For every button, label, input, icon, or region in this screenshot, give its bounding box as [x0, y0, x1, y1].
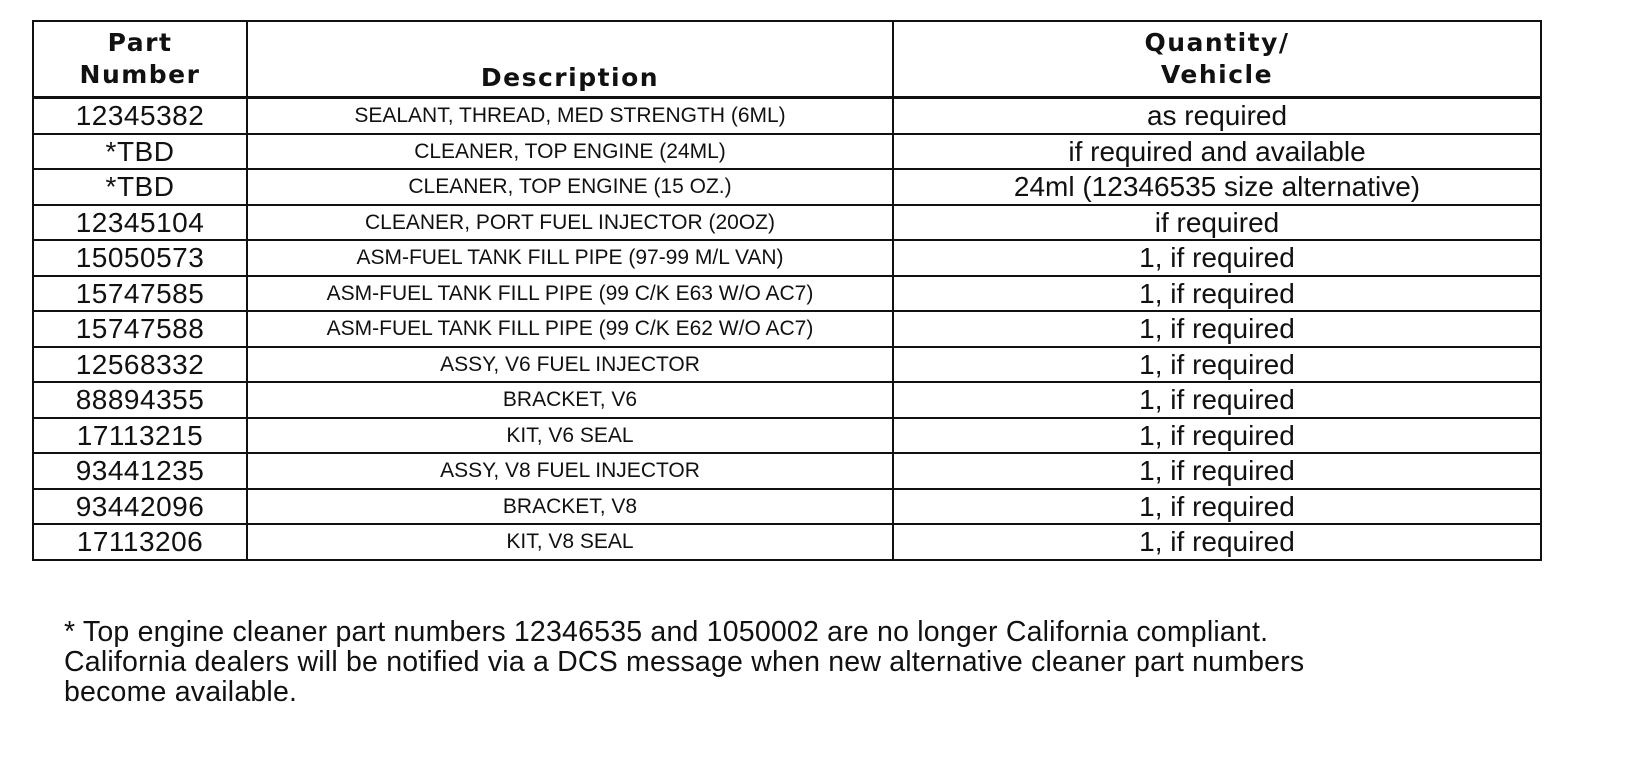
- table-row: [33, 240, 1541, 276]
- part-number-cell: 12345382: [33, 98, 247, 134]
- part-number-cell: 17113215: [33, 418, 247, 454]
- table-row: [33, 98, 1541, 134]
- description-cell: KIT, V8 SEAL: [247, 524, 893, 560]
- quantity-cell: as required: [893, 98, 1541, 134]
- quantity-cell: 1, if required: [893, 453, 1541, 489]
- quantity-cell: 24ml (12346535 size alternative): [893, 169, 1541, 205]
- part-number-cell: 12568332: [33, 347, 247, 383]
- parts-table: [32, 20, 1542, 561]
- header-description-label: Description: [480, 63, 660, 92]
- quantity-cell: 1, if required: [893, 489, 1541, 525]
- description-cell: CLEANER, TOP ENGINE (24ML): [247, 134, 893, 170]
- table-row: [33, 524, 1541, 560]
- quantity-cell: 1, if required: [893, 382, 1541, 418]
- header-quantity: [893, 21, 1541, 98]
- table-row: [33, 418, 1541, 454]
- part-number-cell: *TBD: [33, 134, 247, 170]
- quantity-cell: if required: [893, 205, 1541, 241]
- part-number-cell: 93441235: [33, 453, 247, 489]
- part-number-cell: 93442096: [33, 489, 247, 525]
- quantity-cell: 1, if required: [893, 347, 1541, 383]
- header-row: [33, 21, 1541, 98]
- quantity-cell: 1, if required: [893, 524, 1541, 560]
- description-cell: ASSY, V8 FUEL INJECTOR: [247, 453, 893, 489]
- description-cell: ASSY, V6 FUEL INJECTOR: [247, 347, 893, 383]
- header-description: [247, 21, 893, 98]
- table-row: [33, 169, 1541, 205]
- description-cell: CLEANER, PORT FUEL INJECTOR (20OZ): [247, 205, 893, 241]
- quantity-cell: 1, if required: [893, 240, 1541, 276]
- description-cell: ASM-FUEL TANK FILL PIPE (97-99 M/L VAN): [247, 240, 893, 276]
- table-body: [33, 98, 1541, 560]
- header-part-number-line-2: Number: [79, 60, 201, 89]
- table-row: [33, 311, 1541, 347]
- part-number-cell: 12345104: [33, 205, 247, 241]
- footnote-line: become available.: [64, 676, 298, 708]
- description-cell: CLEANER, TOP ENGINE (15 OZ.): [247, 169, 893, 205]
- part-number-cell: *TBD: [33, 169, 247, 205]
- description-cell: BRACKET, V8: [247, 489, 893, 525]
- table-row: [33, 453, 1541, 489]
- header-quantity-line-1: Quantity/: [1144, 28, 1290, 57]
- quantity-cell: 1, if required: [893, 311, 1541, 347]
- table-row: [33, 205, 1541, 241]
- table-row: [33, 347, 1541, 383]
- table-row: [33, 134, 1541, 170]
- table-header: [33, 21, 1541, 98]
- description-cell: BRACKET, V6: [247, 382, 893, 418]
- footnote-line: * Top engine cleaner part numbers 12346535 and 1050002 are no longer California compliant.: [64, 616, 1269, 648]
- quantity-cell: if required and available: [893, 134, 1541, 170]
- part-number-cell: 15747588: [33, 311, 247, 347]
- header-quantity-line-2: Vehicle: [1160, 60, 1274, 89]
- description-cell: ASM-FUEL TANK FILL PIPE (99 C/K E62 W/O AC7): [247, 311, 893, 347]
- quantity-cell: 1, if required: [893, 418, 1541, 454]
- quantity-cell: 1, if required: [893, 276, 1541, 312]
- description-cell: ASM-FUEL TANK FILL PIPE (99 C/K E63 W/O AC7): [247, 276, 893, 312]
- description-cell: SEALANT, THREAD, MED STRENGTH (6ML): [247, 98, 893, 134]
- footnote: [64, 617, 1544, 707]
- part-number-cell: 88894355: [33, 382, 247, 418]
- header-part-number: [33, 21, 247, 98]
- table-row: [33, 489, 1541, 525]
- part-number-cell: 15050573: [33, 240, 247, 276]
- header-part-number-line-1: Part: [107, 28, 173, 57]
- footnote-line: California dealers will be notified via a DCS message when new alternative cleaner part numbers: [64, 646, 1305, 678]
- description-cell: KIT, V6 SEAL: [247, 418, 893, 454]
- table-row: [33, 276, 1541, 312]
- part-number-cell: 17113206: [33, 524, 247, 560]
- table-row: [33, 382, 1541, 418]
- part-number-cell: 15747585: [33, 276, 247, 312]
